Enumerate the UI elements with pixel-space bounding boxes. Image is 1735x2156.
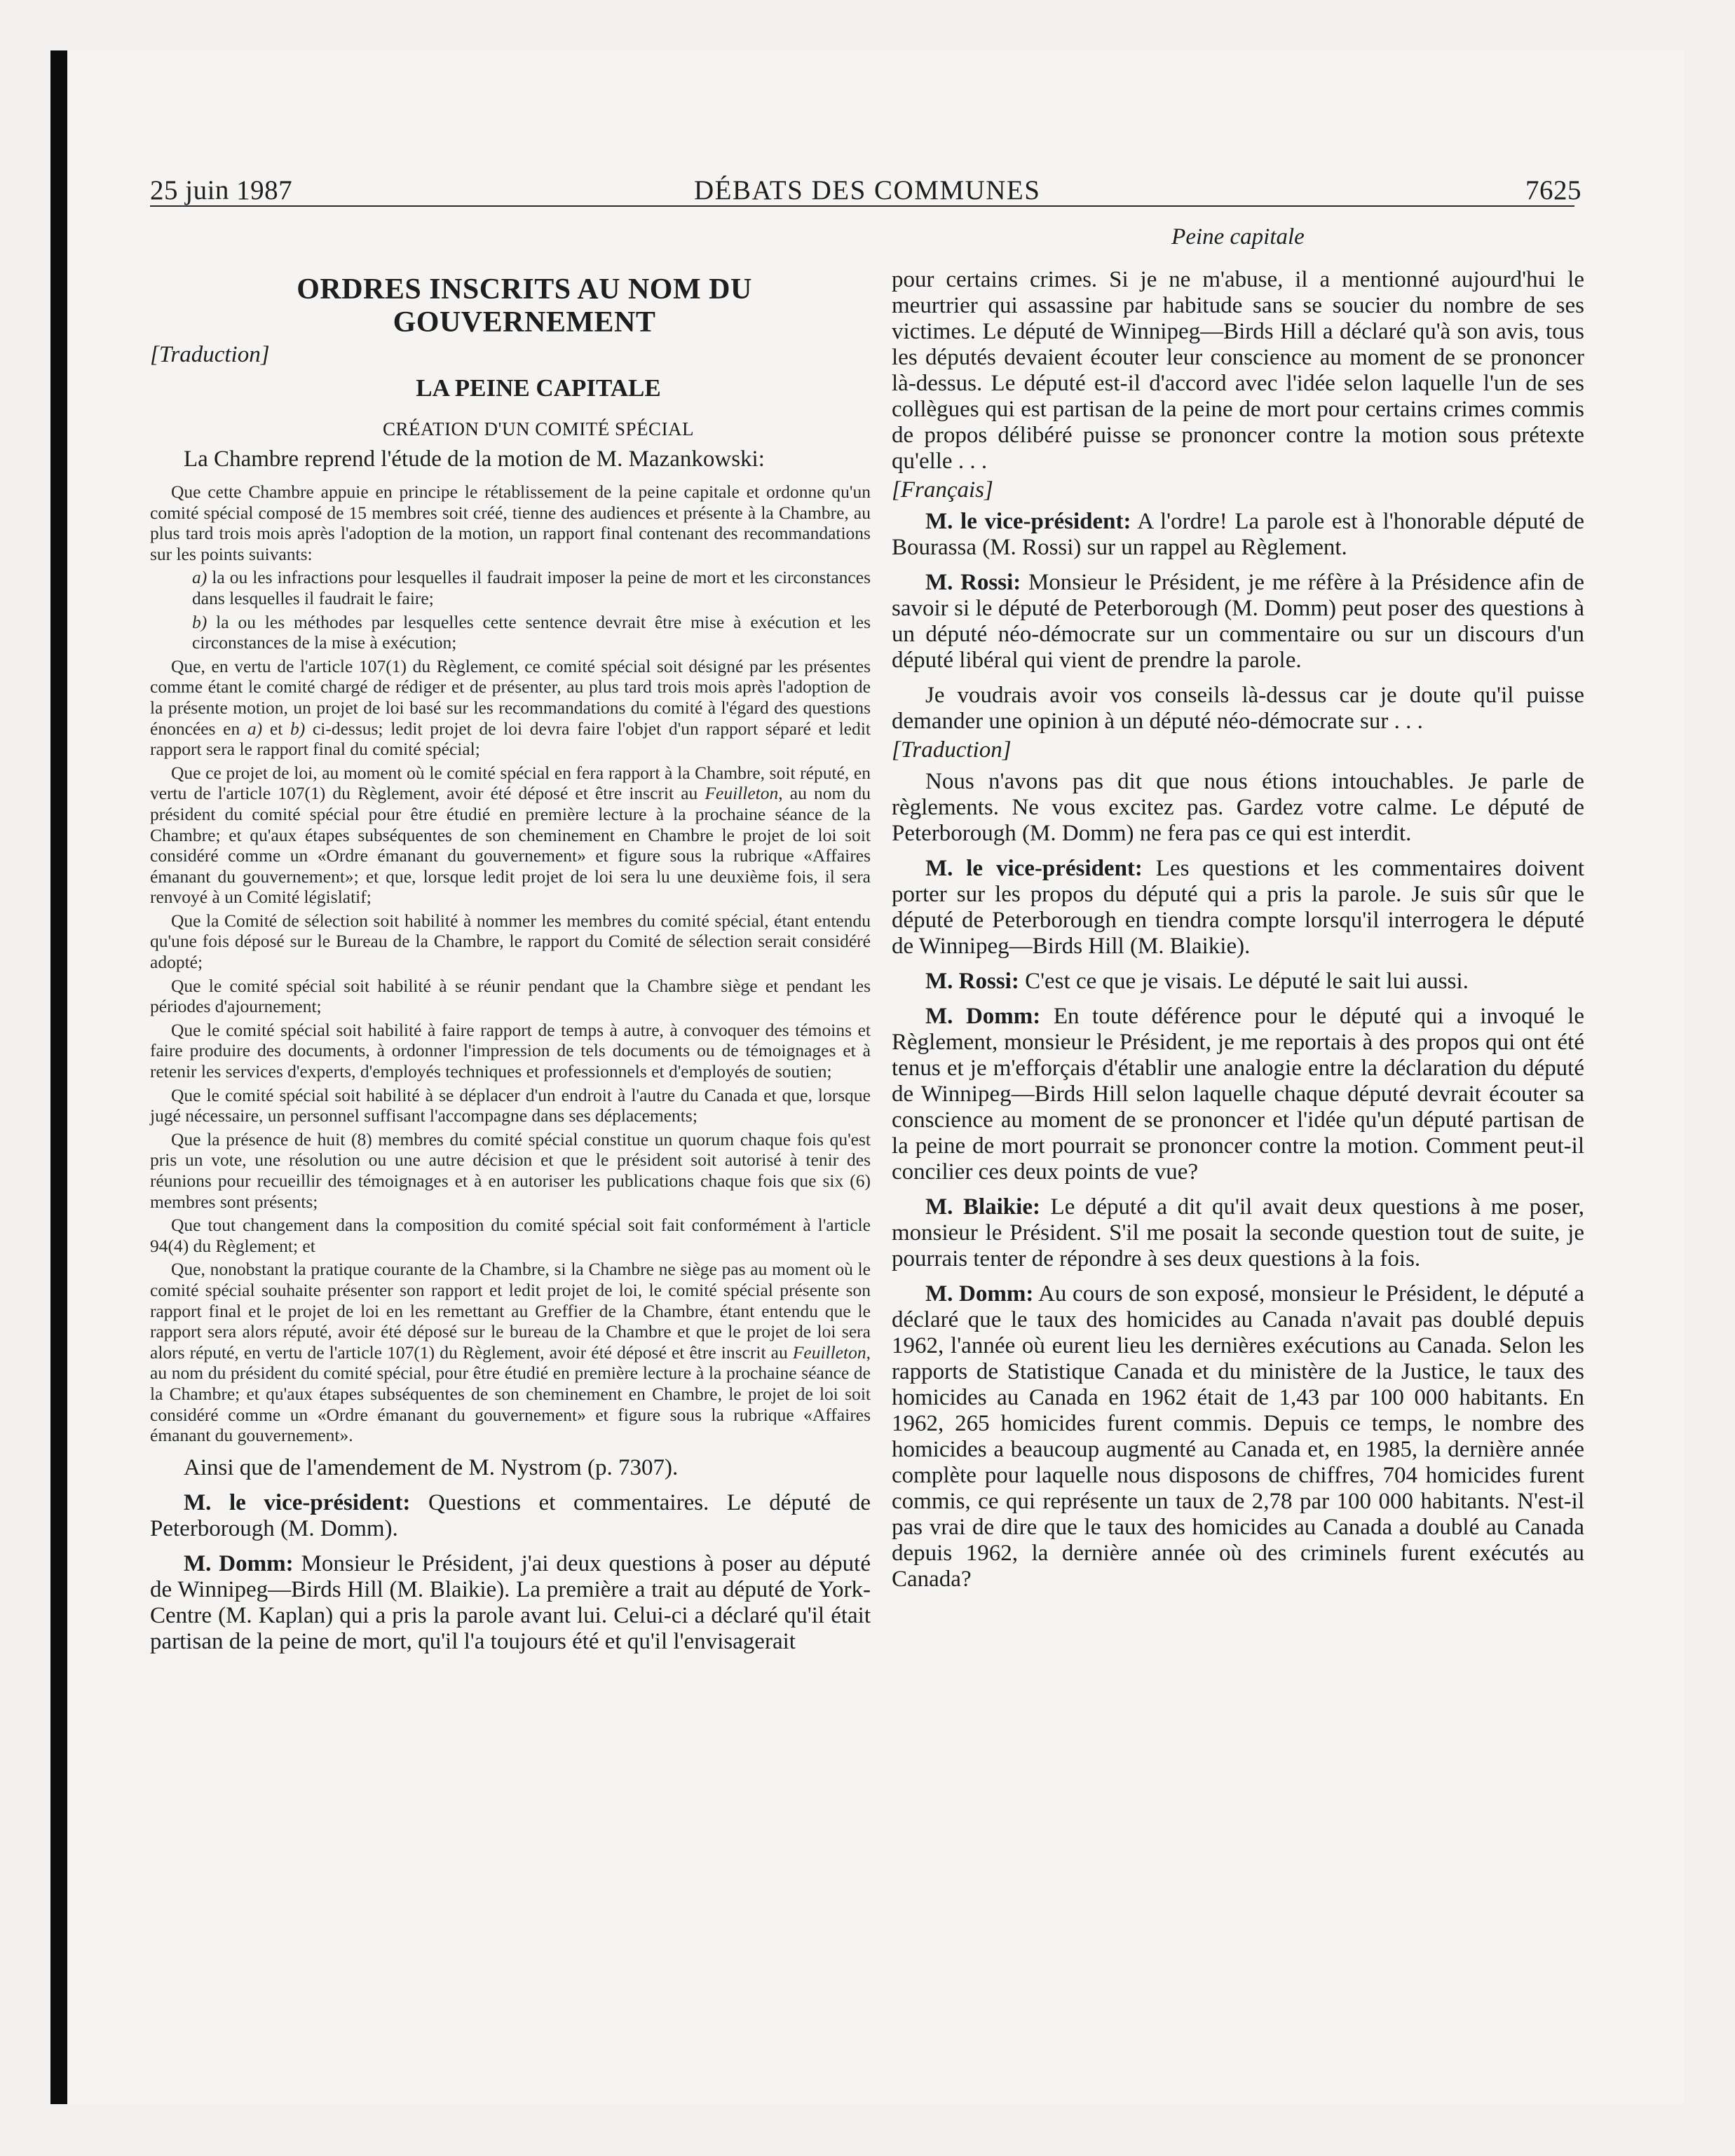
tag-traduction: [Traduction] [150,342,270,367]
motion-item-b-letter: b) [192,611,207,632]
scan-edge [50,50,67,2104]
motion-para-6: Que le comité spécial soit habilité à faire rapport de temps à autre, à convoquer des témoins et faire produire des documents, à ordonner l'impression de tels documents ou de témoignages et à retenir les services d'experts, d'employés techniques et professionnels et d'employés de soutien; [150,1019,871,1082]
motion-para-2-part-2: et [262,718,290,739]
header-title: DÉBATS DES COMMUNES [694,175,1041,205]
speaker-name: M. le vice-président: [925,856,1143,881]
tag-traduction: [Traduction] [892,737,1012,763]
motion-para-2-ref-a: a) [247,718,263,739]
motion-para-4: Que la Comité de sélection soit habilité à nommer les membres du comité spécial, étant entendu qu'une fois déposé sur le Bureau de la Chambre, le rapport du Comité de sélection serait considéré adopté; [150,910,871,973]
motion-para-9: Que tout changement dans la composition du comité spécial soit fait conformément à l'article 94(4) du Règlement; et [150,1215,871,1256]
sub-heading: CRÉATION D'UN COMITÉ SPÉCIAL [382,418,695,439]
speaker-name: M. Domm: [184,1550,294,1576]
motion-item-a [150,567,871,608]
speech-text: Monsieur le Président, je me réfère à la Présidence afin de savoir si le député de Peterborough (M. Domm) peut poser des questions à un député néo-démocrate sur un commentaire ou sur un discours d'un député libéral qui vient de prendre la parole. [892,570,1585,673]
motion-para-10 [150,1259,871,1445]
header-date: 25 juin 1987 [150,175,293,205]
tag-francais: [Français] [892,477,993,503]
left-column [150,252,871,1655]
order-heading: ORDRES INSCRITS AU NOM DU GOUVERNEMENT [297,273,752,339]
speech-rossi-2 [892,969,1584,995]
speech-text: Questions et commentaires. Le député de Peterborough (M. Domm). [150,1489,871,1541]
speech-rossi-1 [892,570,1584,674]
motion-para-2-ref-b: b) [290,718,306,739]
motion-para-7: Que le comité spécial soit habilité à se déplacer d'un endroit à l'autre du Canada et que, lorsque jugé nécessaire, un personnel suffisant l'accompagne dans ses déplacements; [150,1084,871,1126]
speech-text: Les questions et les commentaires doivent porter sur les propos du député qui a pris la parole. Je suis sûr que le député de Peterborough en tiendra compte lorsqu'il interrogera le député de Winnipeg—Birds Hill (M. Blaikie). [892,856,1584,959]
speaker-name: M. le vice-président: [925,509,1131,534]
speech-vice-president-3 [892,856,1584,960]
topic-heading: LA PEINE CAPITALE [416,374,661,402]
motion-para-10-feuilleton: Feuilleton [792,1342,866,1363]
right-column [892,224,1584,1592]
speech-blaikie-1 [892,1194,1584,1272]
speech-rossi-1b: Je voudrais avoir vos conseils là-dessus car je doute qu'il puisse demander une opinion à un député néo-démocrate sur . . . [892,683,1584,734]
speaker-name: M. Rossi: [925,570,1021,595]
motion-para-2-part-3: ci-dessus; ledit projet de loi devra faire l'objet d'un rapport séparé et ledit rapport sera le rapport final du comité spécial; [150,718,871,760]
motion-item-b [150,612,871,653]
speech-text: Monsieur le Président, j'ai deux questions à poser au député de Winnipeg—Birds Hill (M. Blaikie). La première a trait au député de York-Centre (M. Kaplan) qui a pris la parole avant lui. Celui-ci a déclaré qu'il était partisan de la peine de mort, qu'il l'a toujours été et qu'il l'envisagerait [150,1550,871,1654]
motion-para-3-part-2: , au nom du président du comité spécial pour être étudié en première lecture à la prochaine séance de la Chambre; et qu'aux étapes subséquentes de son cheminement en Chambre le projet de loi soit considéré comme un «Ordre émanant du gouvernement» et figure sous la rubrique «Affaires émanant du gouvernement»; et que, lorsque ledit projet de loi sera lu une deuxième fois, il sera renvoyé à un Comité législatif; [150,783,871,908]
speech-text: A l'ordre! La parole est à l'honorable député de Bourassa (M. Rossi) sur un rappel au Règlement. [892,509,1585,560]
speech-text: Le député a dit qu'il avait deux questions à me poser, monsieur le Président. S'il me posait la seconde question tout de suite, je pourrais tenter de répondre à ses deux questions à la fois. [892,1194,1584,1271]
speech-text: C'est ce que je visais. Le député le sait lui aussi. [1019,969,1469,994]
speech-domm-2 [892,1004,1584,1185]
speech-continuation: pour certains crimes. Si je ne m'abuse, il a mentionné aujourd'hui le meurtrier qui assassine par habitude sans se soucier du nombre de ses victimes. Le député de Winnipeg—Birds Hill a déclaré qu'à son avis, tous les députés devaient écouter leur conscience au moment de se prononcer là-dessus. Le député est-il d'accord avec l'idée selon laquelle l'un de ses collègues qui est partisan de la peine de mort pour certains crimes commis de propos délibéré puisse se prononcer contre la motion sous prétexte qu'elle . . . [892,267,1584,474]
motion-item-a-text: la ou les infractions pour lesquelles il faudrait imposer la peine de mort et les circonstances dans lesquelles il faudrait le faire; [192,567,871,608]
motion-para-1: Que cette Chambre appuie en principe le rétablissement de la peine capitale et ordonne qu'un comité spécial composé de 15 membres soit créé, tienne des audiences et présente à la Chambre, au plus tard trois mois après l'adoption de la motion, un rapport final contenant des recommandations sur les points suivants: [150,482,871,564]
motion-item-b-text: la ou les méthodes par lesquelles cette sentence devrait être mise à exécution et les circonstances de la mise à exécution; [192,611,871,653]
motion-para-2-part-1: Que, en vertu de l'article 107(1) du Règlement, ce comité spécial soit désigné par les présentes comme étant le comité chargé de rédiger et de présenter, au plus tard trois mois après l'adoption de la présente motion, un projet de loi basé sur les recommandations du comité à l'égard des questions énoncées en [150,655,871,739]
section-title: Peine capitale [1171,224,1305,250]
motion-para-10-part-1: Que, nonobstant la pratique courante de la Chambre, si la Chambre ne siège pas au moment où le comité spécial souhaite présenter son rapport et ledit projet de loi, le comité spécial présente son rapport final et le projet de loi en les remettant au Greffier de la Chambre, étant entendu que le rapport sera alors réputé, avoir été déposé sur le bureau de la Chambre et que le projet de loi sera alors réputé, en vertu de l'article 107(1) du Règlement, avoir été déposé et être inscrit au [150,1259,871,1363]
header-rule [150,205,1574,207]
motion-para-2 [150,656,871,760]
intro-paragraph: La Chambre reprend l'étude de la motion de M. Mazankowski: [184,446,765,472]
motion-para-3-part-1: Que ce projet de loi, au moment où le comité spécial en fera rapport à la Chambre, soit réputé, en vertu de l'article 107(1) du Règlement, avoir été déposé et être inscrit au [150,762,871,804]
speech-domm-1 [150,1551,871,1655]
speaker-name: M. Domm: [925,1004,1041,1029]
motion-para-3-feuilleton: Feuilleton [705,783,779,804]
speaker-name: M. Domm: [925,1281,1034,1306]
motion-para-10-part-2: , au nom du président du comité spécial, pour être étudié en première lecture à la prochaine séance de la Chambre; et qu'aux étapes subséquentes de son cheminement en Chambre, le projet de loi soit considéré comme un «Ordre émanant du gouvernement» et figure sous la rubrique «Affaires émanant du gouvernement». [150,1342,871,1446]
speaker-name: M. Rossi: [925,969,1019,994]
speech-vice-president-1 [150,1490,871,1542]
speech-text: Au cours de son exposé, monsieur le Président, le député a déclaré que le taux des homicides au Canada n'avait pas doublé depuis 1962, l'année où eurent lieu les dernières exécutions au Canada. Selon les rapports de Statistique Canada et du ministère de la Justice, le taux des homicides au Canada en 1962 était de 1,43 par 100 000 habitants. En 1962, 265 homicides furent commis. Depuis ce temps, le nombre des homicides a beaucoup augmenté au Canada et, en 1985, la dernière année complète pour laquelle nous disposons de chiffres, 704 homicides furent commis, ce qui représente un taux de 2,78 par 100 000 habitants. N'est-il pas vrai de dire que le taux des homicides au Canada a doublé au Canada depuis 1962, la dernière année où des criminels furent exécutés au Canada? [892,1281,1584,1592]
motion-para-8: Que la présence de huit (8) membres du comité spécial constitue un quorum chaque fois qu'est pris un vote, une résolution ou une autre décision et que le président soit autorisé à tenir des réunions pour recueillir des témoignages et à en autoriser les publications chaque fois que six (6) membres sont présents; [150,1128,871,1212]
amendment-paragraph: Ainsi que de l'amendement de M. Nystrom (p. 7307). [184,1454,679,1480]
speaker-name: M. le vice-président: [184,1489,411,1515]
motion-para-3 [150,763,871,908]
speech-text: En toute déférence pour le député qui a invoqué le Règlement, monsieur le Président, je me reportais à des propos qui ont été tenus et je m'efforçais d'établir une analogie entre la déclaration du député de Winnipeg—Birds Hill selon laquelle chaque député devrait écouter sa conscience au moment de se prononcer et l'idée qu'un député partisan de la peine de mort pourrait se prononcer contre la motion. Comment peut-il concilier ces deux points de vue? [892,1004,1584,1185]
speech-vice-president-2 [892,509,1584,561]
motion-para-5: Que le comité spécial soit habilité à se réunir pendant que la Chambre siège et pendant les périodes d'ajournement; [150,975,871,1017]
speaker-name: M. Blaikie: [925,1194,1040,1220]
speech-rossi-1c: Nous n'avons pas dit que nous étions intouchables. Je parle de règlements. Ne vous excitez pas. Gardez votre calme. Le député de Peterborough (M. Domm) ne fera pas ce qui est interdit. [892,769,1584,846]
motion-item-a-letter: a) [192,567,207,588]
speech-domm-3 [892,1281,1584,1592]
header-page-number: 7625 [1525,175,1581,205]
